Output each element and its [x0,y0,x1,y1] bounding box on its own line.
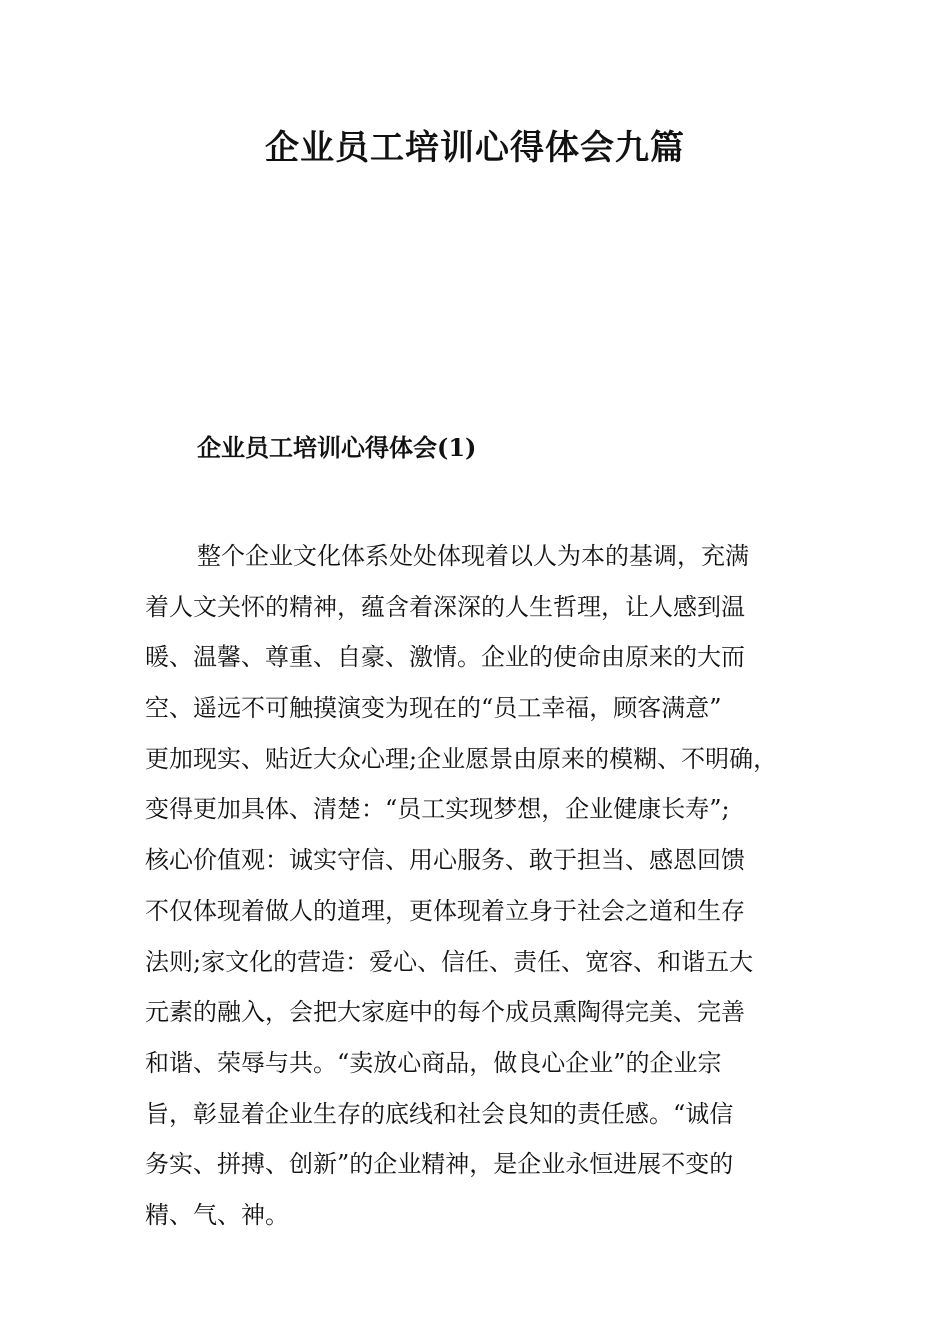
document-title: 企业员工培训心得体会九篇 [265,128,685,168]
body-paragraph [145,531,815,1241]
section-heading: 企业员工培训心得体会(1) [197,433,477,462]
paragraph-line: 变得更加具体、清楚：“员工实现梦想，企业健康长寿”; [145,795,730,824]
paragraph-line: 和谐、荣辱与共。“卖放心商品，做良心企业”的企业宗 [145,1048,722,1077]
paragraph-line: 旨，彰显着企业生存的底线和社会良知的责任感。“诚信 [145,1099,734,1128]
paragraph-line: 空、遥远不可触摸演变为现在的“员工幸福，顾客满意” [145,694,722,723]
paragraph-line: 法则;家文化的营造：爱心、信任、责任、宽容、和谐五大 [145,947,754,976]
paragraph-line: 精、气、神。 [145,1200,289,1229]
paragraph-line: 不仅体现着做人的道理，更体现着立身于社会之道和生存 [145,896,745,925]
paragraph-line: 整个企业文化体系处处体现着以人为本的基调，充满 [197,542,749,570]
paragraph-line: 务实、拼搏、创新”的企业精神，是企业永恒进展不变的 [145,1150,734,1179]
paragraph-line: 元素的融入，会把大家庭中的每个成员熏陶得完美、完善 [145,998,745,1027]
paragraph-line: 着人文关怀的精神，蕴含着深深的人生哲理，让人感到温 [145,592,745,621]
paragraph-line: 核心价值观：诚实守信、用心服务、敢于担当、感恩回馈 [145,846,745,875]
paragraph-line: 更加现实、贴近大众心理;企业愿景由原来的模糊、不明确， [145,744,778,773]
paragraph-line: 暖、温馨、尊重、自豪、激情。企业的使命由原来的大而 [145,643,745,672]
